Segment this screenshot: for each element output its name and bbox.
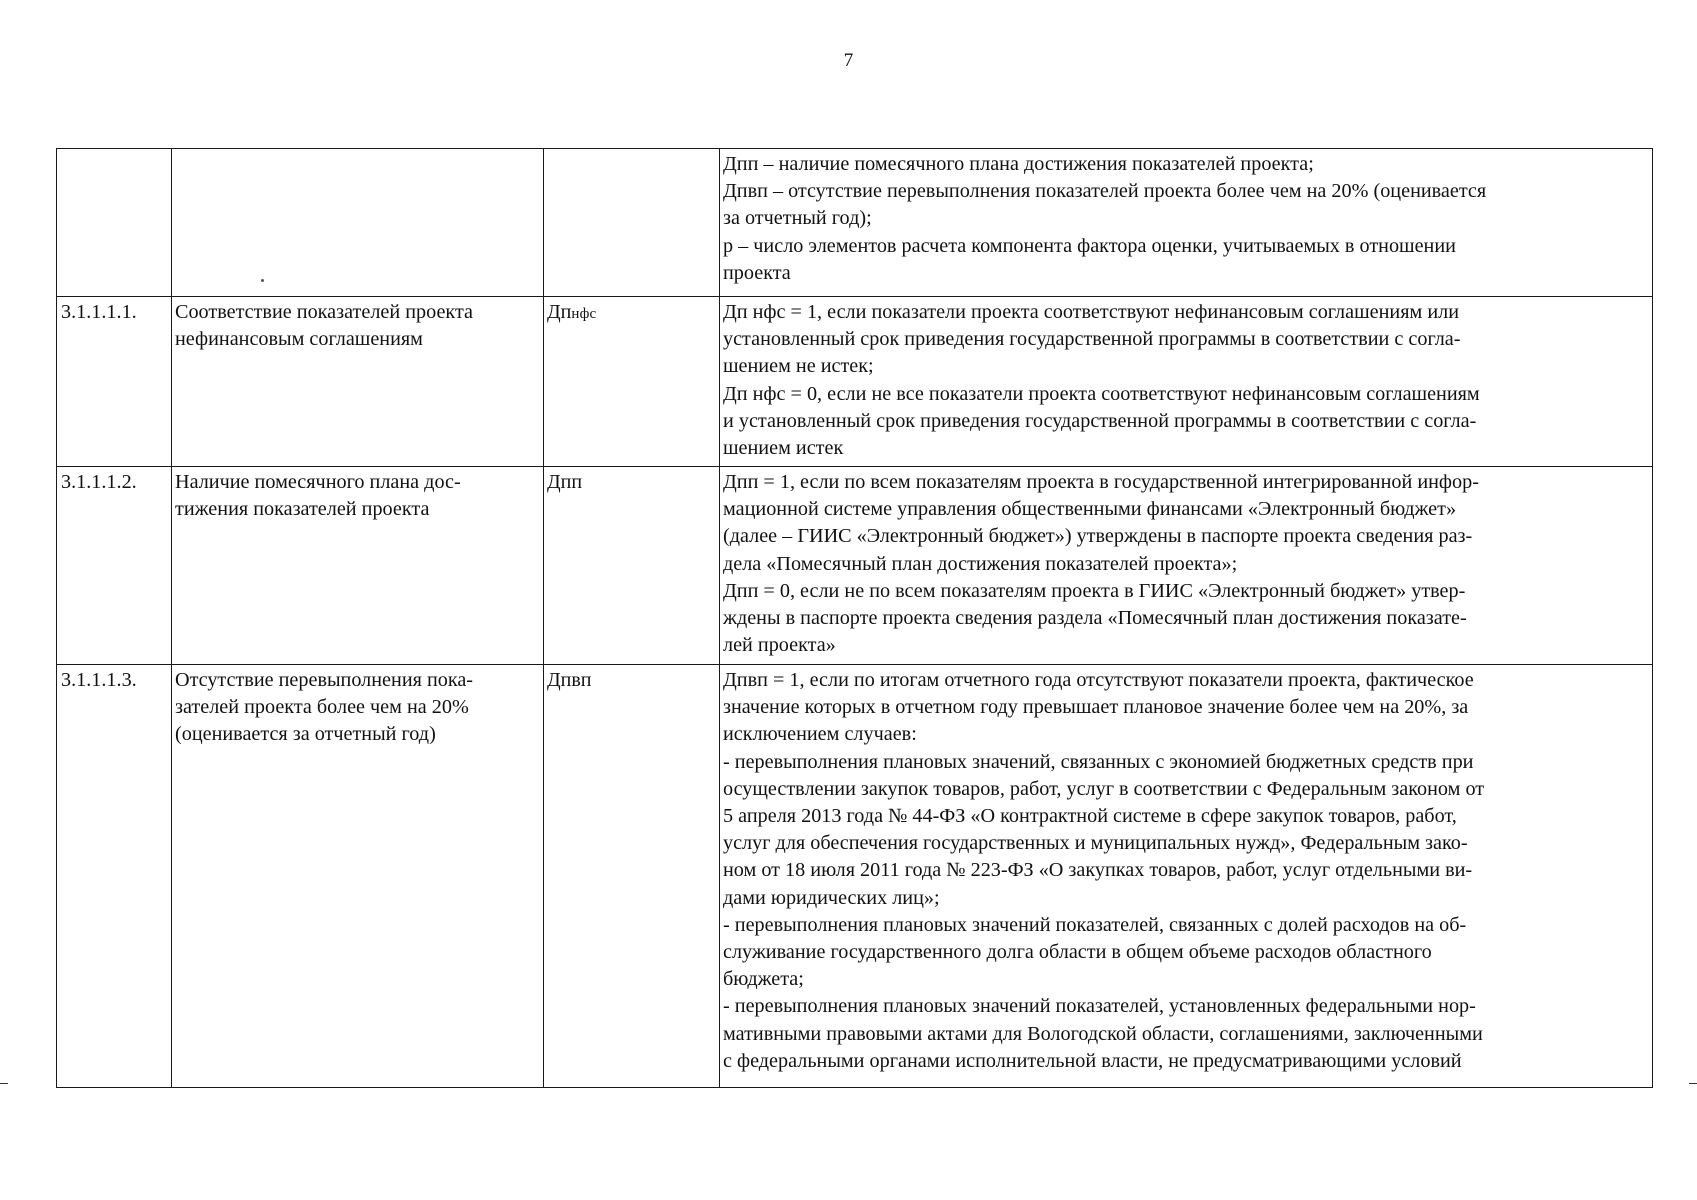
description-line: осуществлении закупок товаров, работ, услуг в соответствии с Федеральным законом от bbox=[723, 777, 1485, 800]
page-number: 7 bbox=[843, 50, 854, 71]
indicator-name-line: (оценивается за отчетный год) bbox=[175, 723, 436, 746]
table-row bbox=[57, 665, 1653, 1088]
description-line: с федеральными органами исполнительной власти, не предусматривающими условий bbox=[723, 1049, 1462, 1072]
indicator-name-line: тижения показателей проекта bbox=[175, 498, 430, 521]
description-line: мативными правовыми актами для Вологодской области, соглашениями, заключенными bbox=[723, 1022, 1483, 1045]
description-line: шением не истек; bbox=[723, 355, 874, 378]
description-line: проекта bbox=[723, 261, 791, 284]
symbol-cell bbox=[544, 297, 720, 467]
table-row bbox=[57, 467, 1653, 665]
description-line: Дп нфс = 0, если не все показатели проекта соответствуют нефинансовым соглашениям bbox=[723, 382, 1480, 405]
description-line: ном от 18 июля 2011 года № 223-ФЗ «О закупках товаров, работ, услуг отдельными ви- bbox=[723, 859, 1473, 882]
description-line: - перевыполнения плановых значений, связанных с экономией бюджетных средств при bbox=[723, 750, 1474, 773]
description-line: 5 апреля 2013 года № 44-ФЗ «О контрактной системе в сфере закупок товаров, работ, bbox=[723, 805, 1457, 828]
description-line: - перевыполнения плановых значений показателей, установленных федеральными нор- bbox=[723, 995, 1476, 1018]
indicator-name-cell bbox=[172, 297, 544, 467]
description-line: Дп нфс = 1, если показатели проекта соответствуют нефинансовым соглашениям или bbox=[723, 301, 1459, 323]
description-line: дами юридических лиц»; bbox=[723, 886, 940, 909]
table-row bbox=[57, 297, 1653, 467]
row-number-cell bbox=[57, 149, 172, 297]
description-line: мационной системе управления общественными финансами «Электронный бюджет» bbox=[723, 498, 1457, 521]
description-line: исключением случаев: bbox=[723, 723, 917, 746]
description-line: p – число элементов расчета компонента фактора оценки, учитываемых в отношении bbox=[723, 234, 1456, 257]
row-number-cell bbox=[57, 297, 172, 467]
description-cell bbox=[720, 297, 1653, 467]
description-line: за отчетный год); bbox=[723, 207, 872, 230]
description-line: Дпвп = 1, если по итогам отчетного года отсутствуют показатели проекта, фактическое bbox=[723, 669, 1474, 691]
description-line: значение которых в отчетном году превышает плановое значение более чем на 20%, за bbox=[723, 696, 1469, 719]
row-number-cell bbox=[57, 665, 172, 1088]
description-line: Дпп – наличие помесячного плана достижения показателей проекта; bbox=[723, 153, 1314, 175]
indicator-name-line: нефинансовым соглашениям bbox=[175, 328, 423, 351]
description-line: дела «Помесячный план достижения показателей проекта»; bbox=[723, 552, 1238, 575]
table-row bbox=[57, 149, 1653, 297]
indicator-name-cell bbox=[172, 665, 544, 1088]
description-line: бюджета; bbox=[723, 968, 804, 991]
description-line: Дпвп – отсутствие перевыполнения показателей проекта более чем на 20% (оценивается bbox=[723, 180, 1487, 203]
indicator-table bbox=[56, 148, 1653, 1088]
indicator-symbol: Дп bbox=[547, 301, 572, 323]
row-number: 3.1.1.1.2. bbox=[61, 471, 137, 493]
indicator-symbol: Дпвп bbox=[547, 669, 592, 691]
indicator-name-line: зателей проекта более чем на 20% bbox=[175, 696, 469, 719]
description-cell bbox=[720, 149, 1653, 297]
indicator-name-line: Отсутствие перевыполнения пока- bbox=[175, 669, 474, 691]
row-number: 3.1.1.1.1. bbox=[61, 301, 137, 323]
row-number-cell bbox=[57, 467, 172, 665]
description-line: - перевыполнения плановых значений показателей, связанных с долей расходов на об- bbox=[723, 913, 1467, 936]
description-line: Дпп = 1, если по всем показателям проекта в государственной интегрированной инфор- bbox=[723, 471, 1479, 493]
description-line: и установленный срок приведения государственной программы в соответствии с согла- bbox=[723, 409, 1477, 432]
symbol-cell bbox=[544, 467, 720, 665]
symbol-cell bbox=[544, 665, 720, 1088]
right-edge-mark bbox=[1689, 1083, 1697, 1084]
row-number: 3.1.1.1.3. bbox=[61, 669, 137, 691]
description-line: услуг для обеспечения государственных и муниципальных нужд», Федеральным зако- bbox=[723, 832, 1468, 855]
description-line: шением истек bbox=[723, 437, 844, 460]
indicator-table-body bbox=[57, 149, 1653, 1088]
left-edge-mark bbox=[0, 1083, 8, 1084]
description-cell bbox=[720, 665, 1653, 1088]
description-line: установленный срок приведения государственной программы в соответствии с согла- bbox=[723, 328, 1461, 351]
indicator-name-line: Наличие помесячного плана дос- bbox=[175, 471, 461, 493]
indicator-name-line: Соответствие показателей проекта bbox=[175, 301, 473, 323]
description-line: ждены в паспорте проекта сведения раздела «Помесячный план достижения показате- bbox=[723, 607, 1467, 630]
description-line: служивание государственного долга области в общем объеме расходов областного bbox=[723, 941, 1432, 964]
symbol-cell bbox=[544, 149, 720, 297]
indicator-symbol-subscript: нфс bbox=[571, 306, 597, 322]
description-line: Дпп = 0, если не по всем показателям проекта в ГИИС «Электронный бюджет» утвер- bbox=[723, 579, 1466, 602]
indicator-symbol: Дпп bbox=[547, 471, 583, 493]
indicator-name-cell bbox=[172, 149, 544, 297]
indicator-name-cell bbox=[172, 467, 544, 665]
description-line: лей проекта» bbox=[723, 634, 836, 657]
description-line: (далее – ГИИС «Электронный бюджет») утверждены в паспорте проекта сведения раз- bbox=[723, 525, 1473, 548]
description-cell bbox=[720, 467, 1653, 665]
